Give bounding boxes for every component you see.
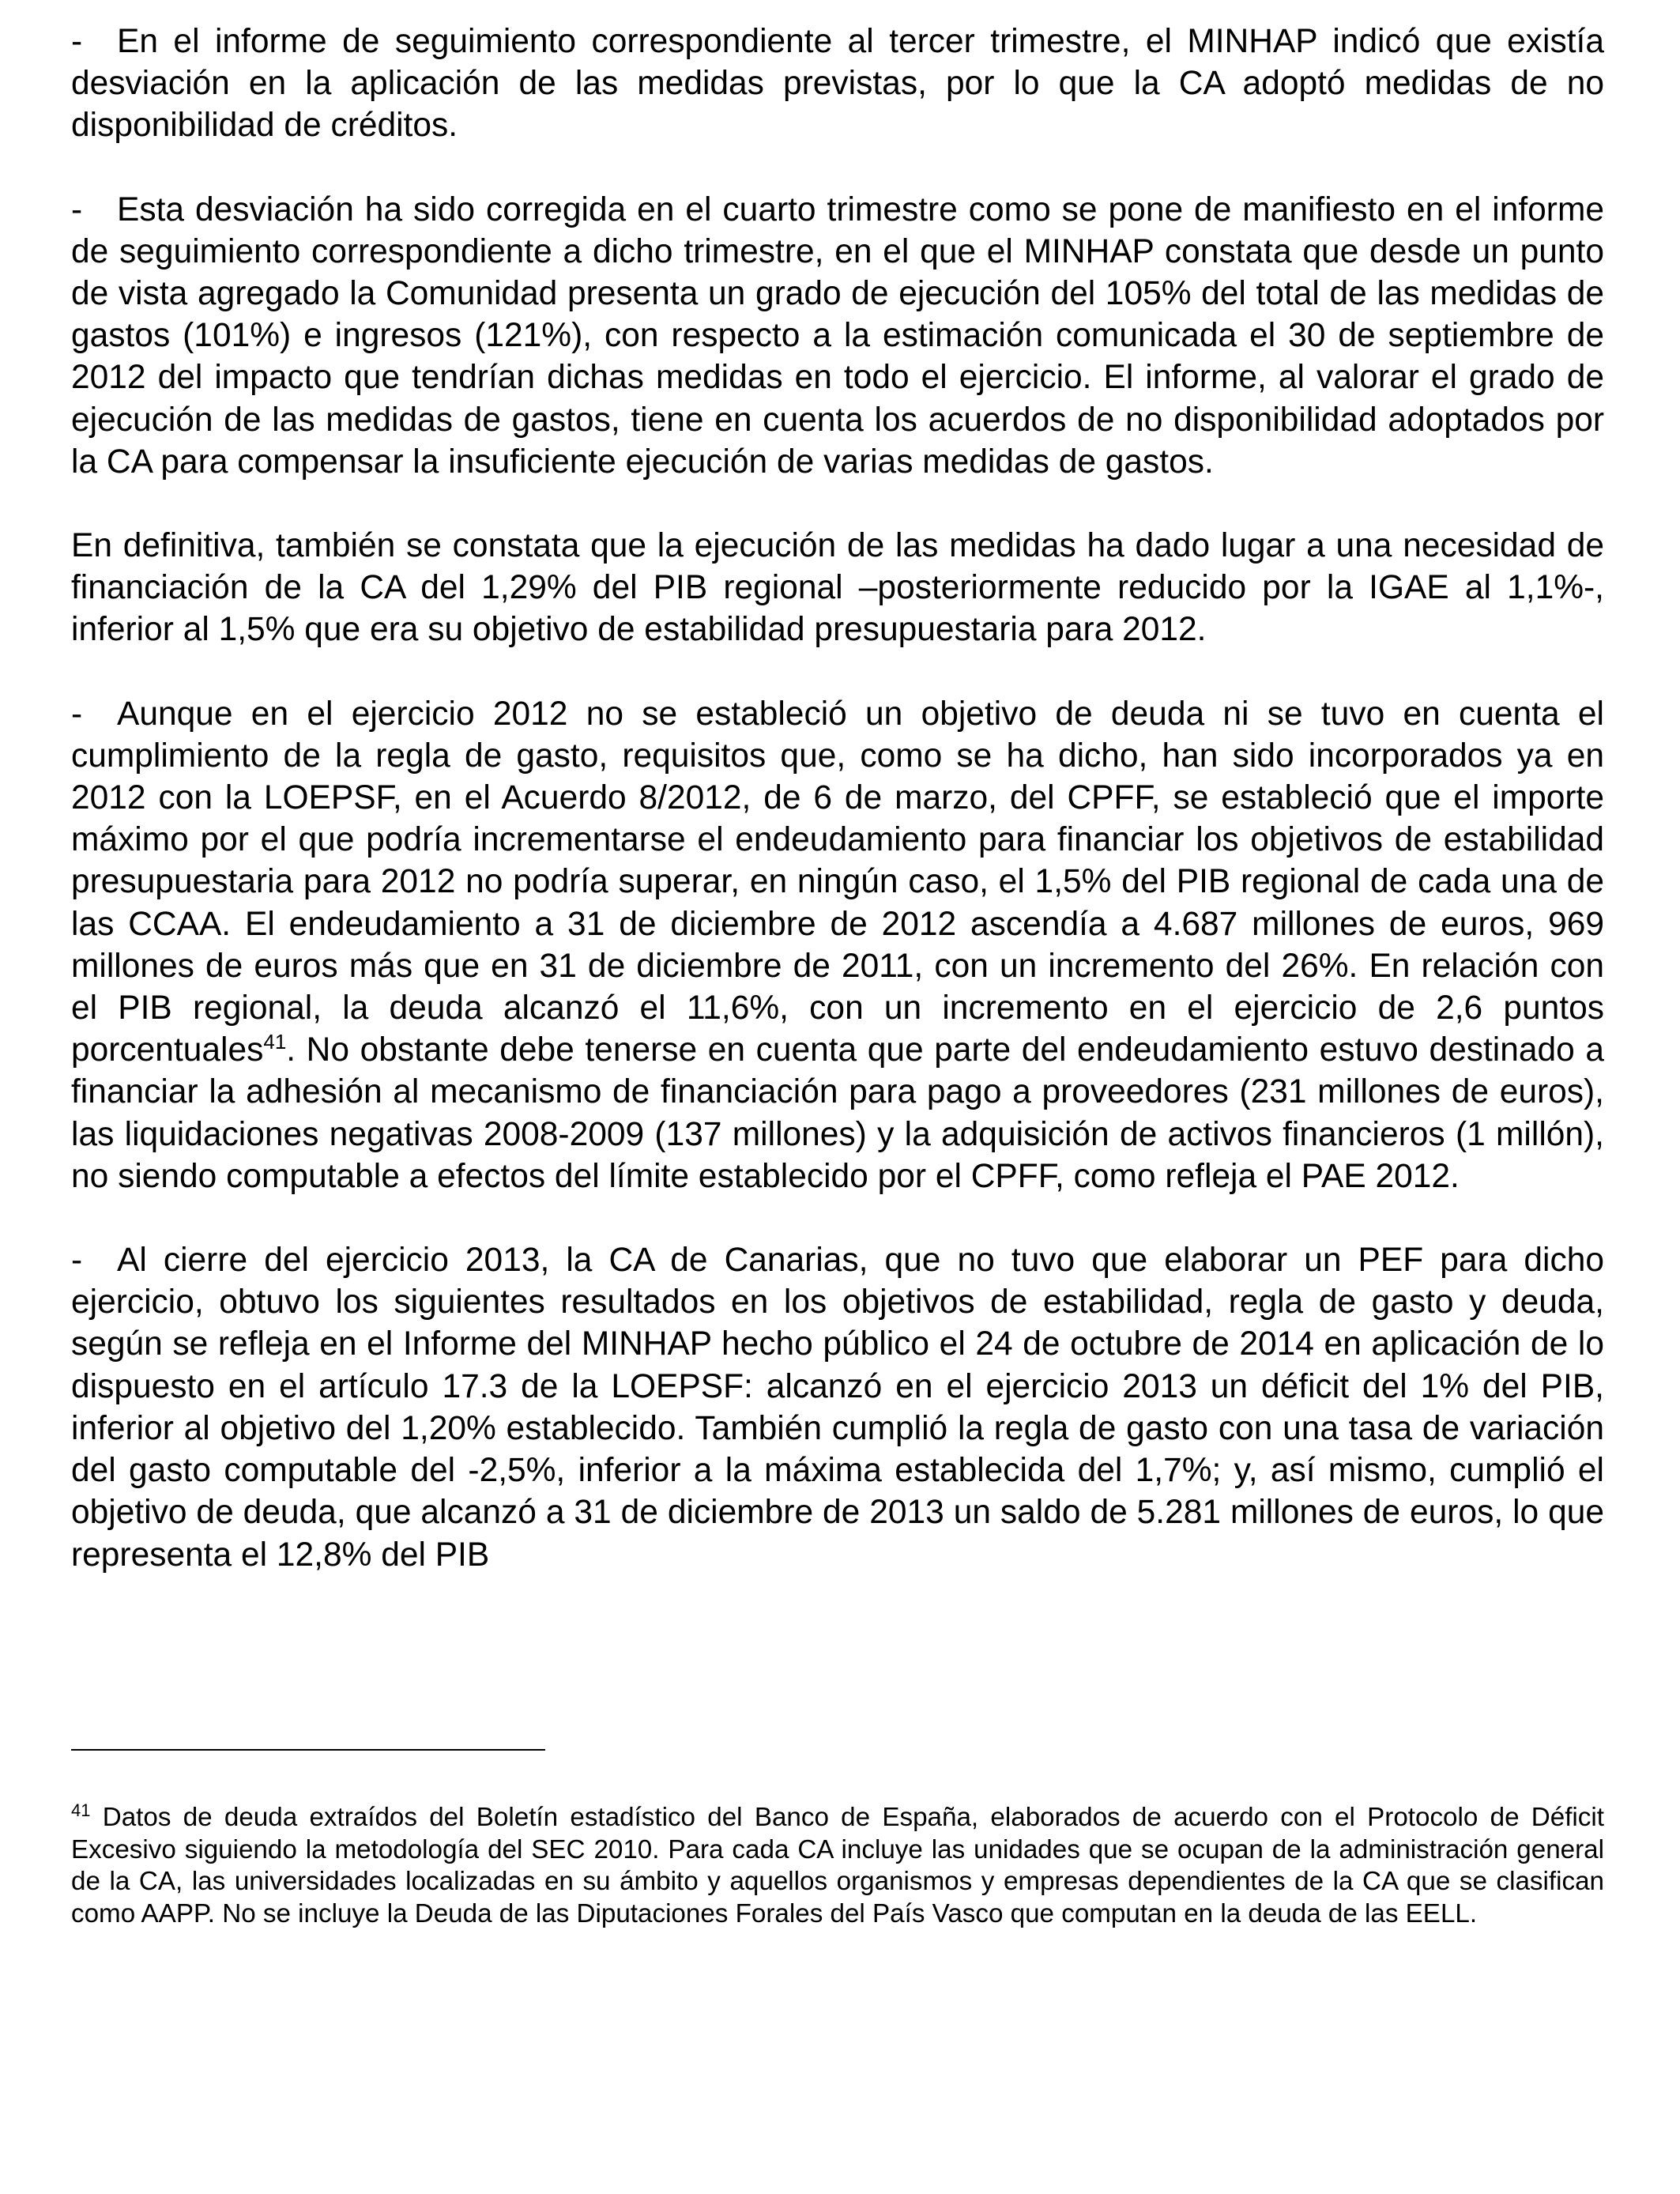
paragraph-text: En definitiva, también se constata que la ejecución de las medidas ha dado lugar a una necesidad de financiación de la CA del 1,29% del PIB regional –posteriormente reducido por la IGAE al 1,1%-, inferior al 1,5% que era su objetivo de estabilidad presupuestaria para 2012. [71, 527, 1604, 649]
footnote-reference[interactable]: 41 [263, 1030, 287, 1054]
footnote [71, 1802, 1604, 1930]
bullet-dash: - [71, 23, 83, 60]
paragraph-text: Al cierre del ejercicio 2013, la CA de Canarias, que no tuvo que elaborar un PEF para dicho ejercicio, obtuvo los siguientes resultados en los objetivos de estabilidad, regla de gasto y deuda, según se refleja en el Informe del MINHAP hecho público el 24 de octubre de 2014 en aplicación de lo dispuesto en el artículo 17.3 de la LOEPSF: alcanzó en el ejercicio 2013 un déficit del 1% del PIB, inferior al objetivo del 1,20% establecido. También cumplió la regla de gasto con una tasa de variación del gasto computable del -2,5%, inferior a la máxima establecida del 1,7%; y, así mismo, cumplió el objetivo de deuda, que alcanzó a 31 de diciembre de 2013 un saldo de 5.281 millones de euros, lo que representa el 12,8% del PIB [71, 1242, 1604, 1574]
paragraph-text-continued: . No obstante debe tenerse en cuenta que parte del endeudamiento estuvo destinado a financiar la adhesión al mecanismo de financiación para pago a proveedores (231 millones de euros), las liquidaciones negativas 2008-2009 (137 millones) y la adquisición de activos financieros (1 millón), no siendo computable a efectos del límite establecido por el CPFF, como refleja el PAE 2012. [71, 1031, 1604, 1195]
document-page [71, 21, 1604, 1576]
footnote-text: Datos de deuda extraídos del Boletín estadístico del Banco de España, elaborados de acuerdo con el Protocolo de Déficit Excesivo siguiendo la metodología del SEC 2010. Para cada CA incluye las unidades que se ocupan de la administración general de la CA, las universidades localizadas en su ámbito y aquellos organismos y empresas dependientes de la CA que se clasifican como AAPP. No se incluye la Deuda de las Diputaciones Forales del País Vasco que computan en la deuda de las EELL. [71, 1803, 1604, 1928]
paragraph-fourth-quarter-correction [71, 189, 1604, 483]
paragraph-conclusion [71, 525, 1604, 651]
bullet-dash: - [71, 695, 83, 733]
bullet-dash: - [71, 190, 83, 228]
paragraph-third-quarter-deviation [71, 21, 1604, 147]
footnote-separator [71, 1749, 545, 1751]
bullet-dash: - [71, 1242, 83, 1280]
paragraph-results-2013 [71, 1239, 1604, 1576]
paragraph-text: Aunque en el ejercicio 2012 no se estableció un objetivo de deuda ni se tuvo en cuenta el cumplimiento de la regla de gasto, requisitos que, como se ha dicho, han sido incorporados ya en 2012 con la LOEPSF, en el Acuerdo 8/2012, de 6 de marzo, del CPFF, se estableció que el importe máximo por el que podría incrementarse el endeudamiento para financiar los objetivos de estabilidad presupuestaria para 2012 no podría superar, en ningún caso, el 1,5% del PIB regional de cada una de las CCAA. El endeudamiento a 31 de diciembre de 2012 ascendía a 4.687 millones de euros, 969 millones de euros más que en 31 de diciembre de 2011, con un incremento del 26%. En relación con el PIB regional, la deuda alcanzó el 11,6%, con un incremento en el ejercicio de 2,6 puntos porcentuales [71, 695, 1604, 1069]
paragraph-debt-2012 [71, 693, 1604, 1197]
footnote-number: 41 [71, 1800, 91, 1820]
paragraph-text: En el informe de seguimiento correspondiente al tercer trimestre, el MINHAP indicó que existía desviación en la aplicación de las medidas previstas, por lo que la CA adoptó medidas de no disponibilidad de créditos. [71, 23, 1604, 145]
paragraph-text: Esta desviación ha sido corregida en el cuarto trimestre como se pone de manifiesto en el informe de seguimiento correspondiente a dicho trimestre, en el que el MINHAP constata que desde un punto de vista agregado la Comunidad presenta un grado de ejecución del 105% del total de las medidas de gastos (101%) e ingresos (121%), con respecto a la estimación comunicada el 30 de septiembre de 2012 del impacto que tendrían dichas medidas en todo el ejercicio. El informe, al valorar el grado de ejecución de las medidas de gastos, tiene en cuenta los acuerdos de no disponibilidad adoptados por la CA para compensar la insuficiente ejecución de varias medidas de gastos. [71, 190, 1604, 481]
